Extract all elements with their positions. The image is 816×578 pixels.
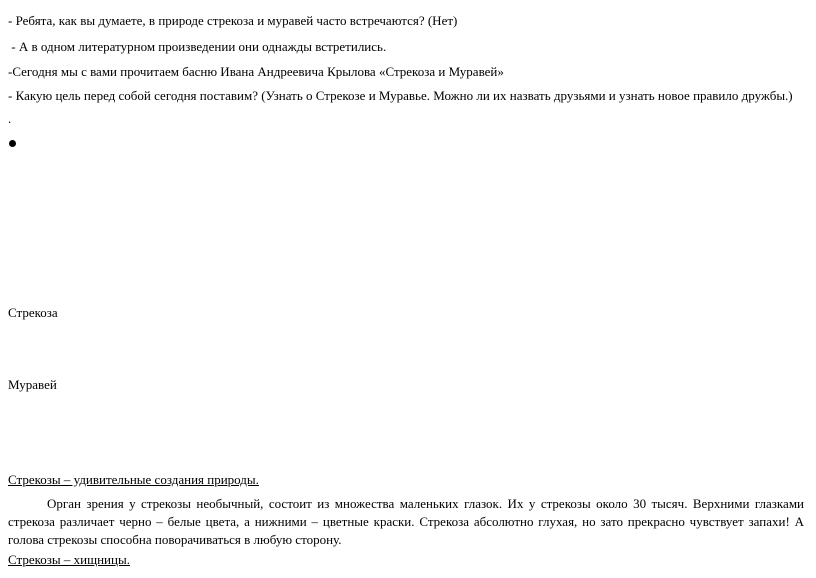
- stray-dot: .: [8, 111, 12, 126]
- section-heading-amazing: Стрекозы – удивительные создания природы.: [8, 472, 259, 487]
- question-line-2: - А в одном литературном произведении они однажды встретились.: [8, 39, 387, 54]
- question-line-4: - Какую цель перед собой сегодня поставим? (Узнать о Стрекозе и Муравье. Можно ли их назвать друзьями и узнать новое правило дружбы.): [8, 88, 793, 103]
- label-dragonfly: Стрекоза: [8, 305, 58, 320]
- question-line-1: - Ребята, как вы думаете, в природе стрекоза и муравей часто встречаются? (Нет): [8, 13, 458, 28]
- label-ant: Муравей: [8, 377, 57, 392]
- question-line-3: -Сегодня мы с вами прочитаем басню Ивана Андреевича Крылова «Стрекоза и Муравей»: [8, 64, 504, 79]
- section-heading-predators: Стрекозы – хищницы.: [8, 552, 130, 567]
- bullet-icon: [9, 140, 16, 147]
- dragonfly-vision-paragraph: Орган зрения у стрекозы необычный, состоит из множества маленьких глазок. Их у стрекозы около 30 тысяч. Верхними глазками стрекоза различает черно – белые цвета, а нижними – цветные краски. Стрекоза абсолютно глухая, но зато прекрасно чувствует запахи! А голова стрекозы способна поворачиваться в любую сторону.: [8, 496, 804, 547]
